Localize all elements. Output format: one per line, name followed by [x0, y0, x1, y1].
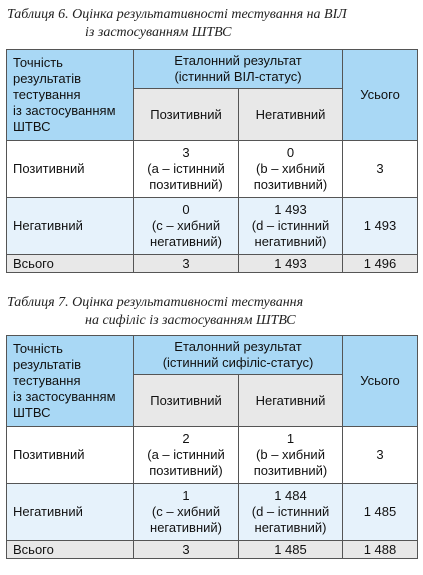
cell-total-negative: 1 485	[343, 484, 418, 541]
header-reference: Еталонний результат (істинний ВІЛ-статус)	[134, 50, 343, 89]
cell-total-col-negative: 1 485	[239, 541, 343, 559]
header-positive: Позитивний	[134, 375, 239, 427]
cell-false-positive: 1 (b – хибний позитивний)	[239, 427, 343, 484]
row-label-positive: Позитивний	[7, 141, 134, 198]
cell-grand-total: 1 496	[343, 255, 418, 273]
cell-total-col-negative: 1 493	[239, 255, 343, 273]
header-reference: Еталонний результат (істинний сифіліс-статус)	[134, 336, 343, 375]
cell-false-negative: 0 (c – хибний негативний)	[134, 198, 239, 255]
cell-true-negative: 1 493 (d – істинний негативний)	[239, 198, 343, 255]
cell-true-negative: 1 484 (d – істинний негативний)	[239, 484, 343, 541]
header-negative: Негативний	[239, 375, 343, 427]
cell-false-positive: 0 (b – хибний позитивний)	[239, 141, 343, 198]
header-total: Усього	[343, 336, 418, 427]
table7	[6, 335, 418, 559]
cell-total-col-positive: 3	[134, 541, 239, 559]
cell-total-negative: 1 493	[343, 198, 418, 255]
cell-grand-total: 1 488	[343, 541, 418, 559]
cell-total-positive: 3	[343, 427, 418, 484]
row-label-positive: Позитивний	[7, 427, 134, 484]
table7-caption	[7, 294, 303, 330]
table6-caption	[7, 6, 347, 42]
row-label-negative: Негативний	[7, 484, 134, 541]
header-accuracy: Точність результатів тестування із застосуванням ШТВС	[7, 336, 134, 427]
row-label-total: Всього	[7, 541, 134, 559]
cell-total-col-positive: 3	[134, 255, 239, 273]
table6-caption-line2: із застосуванням ШТВС	[85, 25, 232, 40]
table6	[6, 49, 418, 273]
table6-caption-line1: Таблиця 6. Оцінка результативності тестування на ВІЛ	[7, 7, 347, 22]
cell-true-positive: 2 (a – істинний позитивний)	[134, 427, 239, 484]
cell-true-positive: 3 (a – істинний позитивний)	[134, 141, 239, 198]
row-label-negative: Негативний	[7, 198, 134, 255]
header-negative: Негативний	[239, 89, 343, 141]
header-total: Усього	[343, 50, 418, 141]
header-positive: Позитивний	[134, 89, 239, 141]
header-accuracy: Точність результатів тестування із застосуванням ШТВС	[7, 50, 134, 141]
cell-total-positive: 3	[343, 141, 418, 198]
table7-caption-line2: на сифіліс із застосуванням ШТВС	[85, 313, 296, 328]
row-label-total: Всього	[7, 255, 134, 273]
cell-false-negative: 1 (c – хибний негативний)	[134, 484, 239, 541]
table7-caption-line1: Таблиця 7. Оцінка результативності тестування	[7, 295, 304, 310]
